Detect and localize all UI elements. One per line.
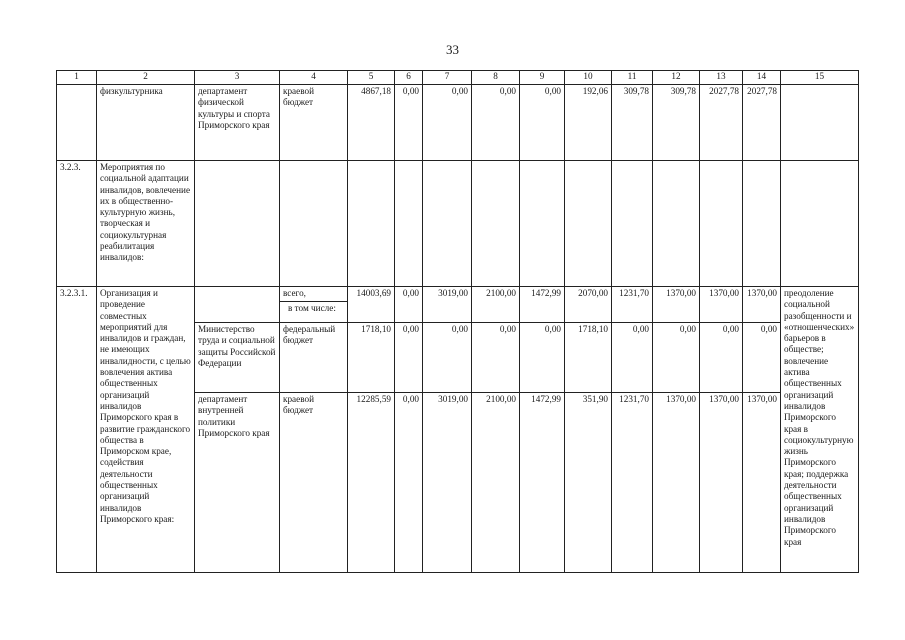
value-cell: 1718,10 xyxy=(565,323,612,393)
value-cell: 3019,00 xyxy=(423,287,472,323)
value-cell xyxy=(348,161,395,287)
value-cell: 1370,00 xyxy=(700,393,743,573)
value-cell: 2100,00 xyxy=(472,393,520,573)
value-cell xyxy=(565,161,612,287)
value-cell: 192,06 xyxy=(565,85,612,161)
value-cell: 1718,10 xyxy=(348,323,395,393)
value-cell: 0,00 xyxy=(423,323,472,393)
value-cell: 1472,99 xyxy=(520,393,565,573)
column-number: 1 xyxy=(57,71,97,85)
value-cell: 1370,00 xyxy=(653,287,700,323)
executor-cell xyxy=(195,287,280,323)
table-row xyxy=(57,287,859,323)
value-cell: 14003,69 xyxy=(348,287,395,323)
value-cell: 0,00 xyxy=(395,393,423,573)
column-number: 8 xyxy=(472,71,520,85)
row-code-cell xyxy=(57,85,97,161)
page-number: 33 xyxy=(446,42,459,57)
column-number: 3 xyxy=(195,71,280,85)
value-cell: 1370,00 xyxy=(653,393,700,573)
table-row xyxy=(57,85,859,161)
value-cell: 0,00 xyxy=(612,323,653,393)
value-cell: 0,00 xyxy=(472,323,520,393)
value-cell: 4867,18 xyxy=(348,85,395,161)
column-number: 13 xyxy=(700,71,743,85)
funding-source-cell: федеральный бюджет xyxy=(280,323,348,393)
funding-source-cell xyxy=(280,287,348,323)
value-cell: 1370,00 xyxy=(700,287,743,323)
including-label: в том числе: xyxy=(280,301,347,314)
column-number: 7 xyxy=(423,71,472,85)
activity-name-cell: Организация и проведение совместных мероприятий для инвалидов и граждан, не имеющих инвалидности, с целью вовлечения актива общественных организаций инвалидов Приморского края в развитие гражданского общества в Приморском крае, содействия деятельности общественных организаций инвалидов Приморского края: xyxy=(97,287,195,573)
executor-cell: департамент внутренней политики Приморского края xyxy=(195,393,280,573)
column-number: 6 xyxy=(395,71,423,85)
executor-cell: Министерство труда и социальной защиты Российской Федерации xyxy=(195,323,280,393)
value-cell: 0,00 xyxy=(520,323,565,393)
value-cell: 0,00 xyxy=(520,85,565,161)
executor-cell xyxy=(195,161,280,287)
value-cell: 0,00 xyxy=(395,85,423,161)
result-cell xyxy=(781,85,859,161)
value-cell: 2100,00 xyxy=(472,287,520,323)
value-cell xyxy=(423,161,472,287)
column-number-header-row xyxy=(57,71,859,85)
value-cell: 0,00 xyxy=(653,323,700,393)
activity-name-cell: физкультурника xyxy=(97,85,195,161)
funding-source-cell xyxy=(280,161,348,287)
value-cell: 0,00 xyxy=(395,287,423,323)
value-cell xyxy=(743,161,781,287)
value-cell: 0,00 xyxy=(743,323,781,393)
value-cell: 351,90 xyxy=(565,393,612,573)
total-label: всего, xyxy=(283,288,306,298)
value-cell xyxy=(520,161,565,287)
value-cell: 1370,00 xyxy=(743,393,781,573)
value-cell: 0,00 xyxy=(395,323,423,393)
column-number: 11 xyxy=(612,71,653,85)
value-cell: 2027,78 xyxy=(743,85,781,161)
column-number: 4 xyxy=(280,71,348,85)
result-cell: преодоление социальной разобщенности и «отношенческих» барьеров в обществе; вовлечение актива общественных организаций инвалидов Приморского края в социокультурную жизнь Приморского края; поддержка деятельности общественных организаций инвалидов Приморского края xyxy=(781,287,859,573)
value-cell: 1370,00 xyxy=(743,287,781,323)
value-cell: 1231,70 xyxy=(612,287,653,323)
funding-source-cell: краевой бюджет xyxy=(280,85,348,161)
value-cell: 1231,70 xyxy=(612,393,653,573)
row-code-cell: 3.2.3. xyxy=(57,161,97,287)
column-number: 15 xyxy=(781,71,859,85)
value-cell: 0,00 xyxy=(423,85,472,161)
value-cell: 12285,59 xyxy=(348,393,395,573)
value-cell xyxy=(612,161,653,287)
funding-source-cell: краевой бюджет xyxy=(280,393,348,573)
value-cell: 0,00 xyxy=(700,323,743,393)
column-number: 12 xyxy=(653,71,700,85)
value-cell: 3019,00 xyxy=(423,393,472,573)
value-cell xyxy=(395,161,423,287)
value-cell xyxy=(653,161,700,287)
value-cell: 2070,00 xyxy=(565,287,612,323)
column-number: 14 xyxy=(743,71,781,85)
value-cell: 309,78 xyxy=(653,85,700,161)
column-number: 10 xyxy=(565,71,612,85)
table-row xyxy=(57,161,859,287)
value-cell xyxy=(700,161,743,287)
column-number: 5 xyxy=(348,71,395,85)
value-cell: 2027,78 xyxy=(700,85,743,161)
column-number: 2 xyxy=(97,71,195,85)
value-cell: 1472,99 xyxy=(520,287,565,323)
value-cell xyxy=(472,161,520,287)
executor-cell: департамент физической культуры и спорта Приморского края xyxy=(195,85,280,161)
row-code-cell: 3.2.3.1. xyxy=(57,287,97,573)
value-cell: 309,78 xyxy=(612,85,653,161)
program-activities-table xyxy=(56,70,859,573)
column-number: 9 xyxy=(520,71,565,85)
result-cell xyxy=(781,161,859,287)
activity-name-cell: Мероприятия по социальной адаптации инвалидов, вовлечение их в общественно-культурную жизнь, творческая и социокультурная реабилитация инвалидов: xyxy=(97,161,195,287)
value-cell: 0,00 xyxy=(472,85,520,161)
